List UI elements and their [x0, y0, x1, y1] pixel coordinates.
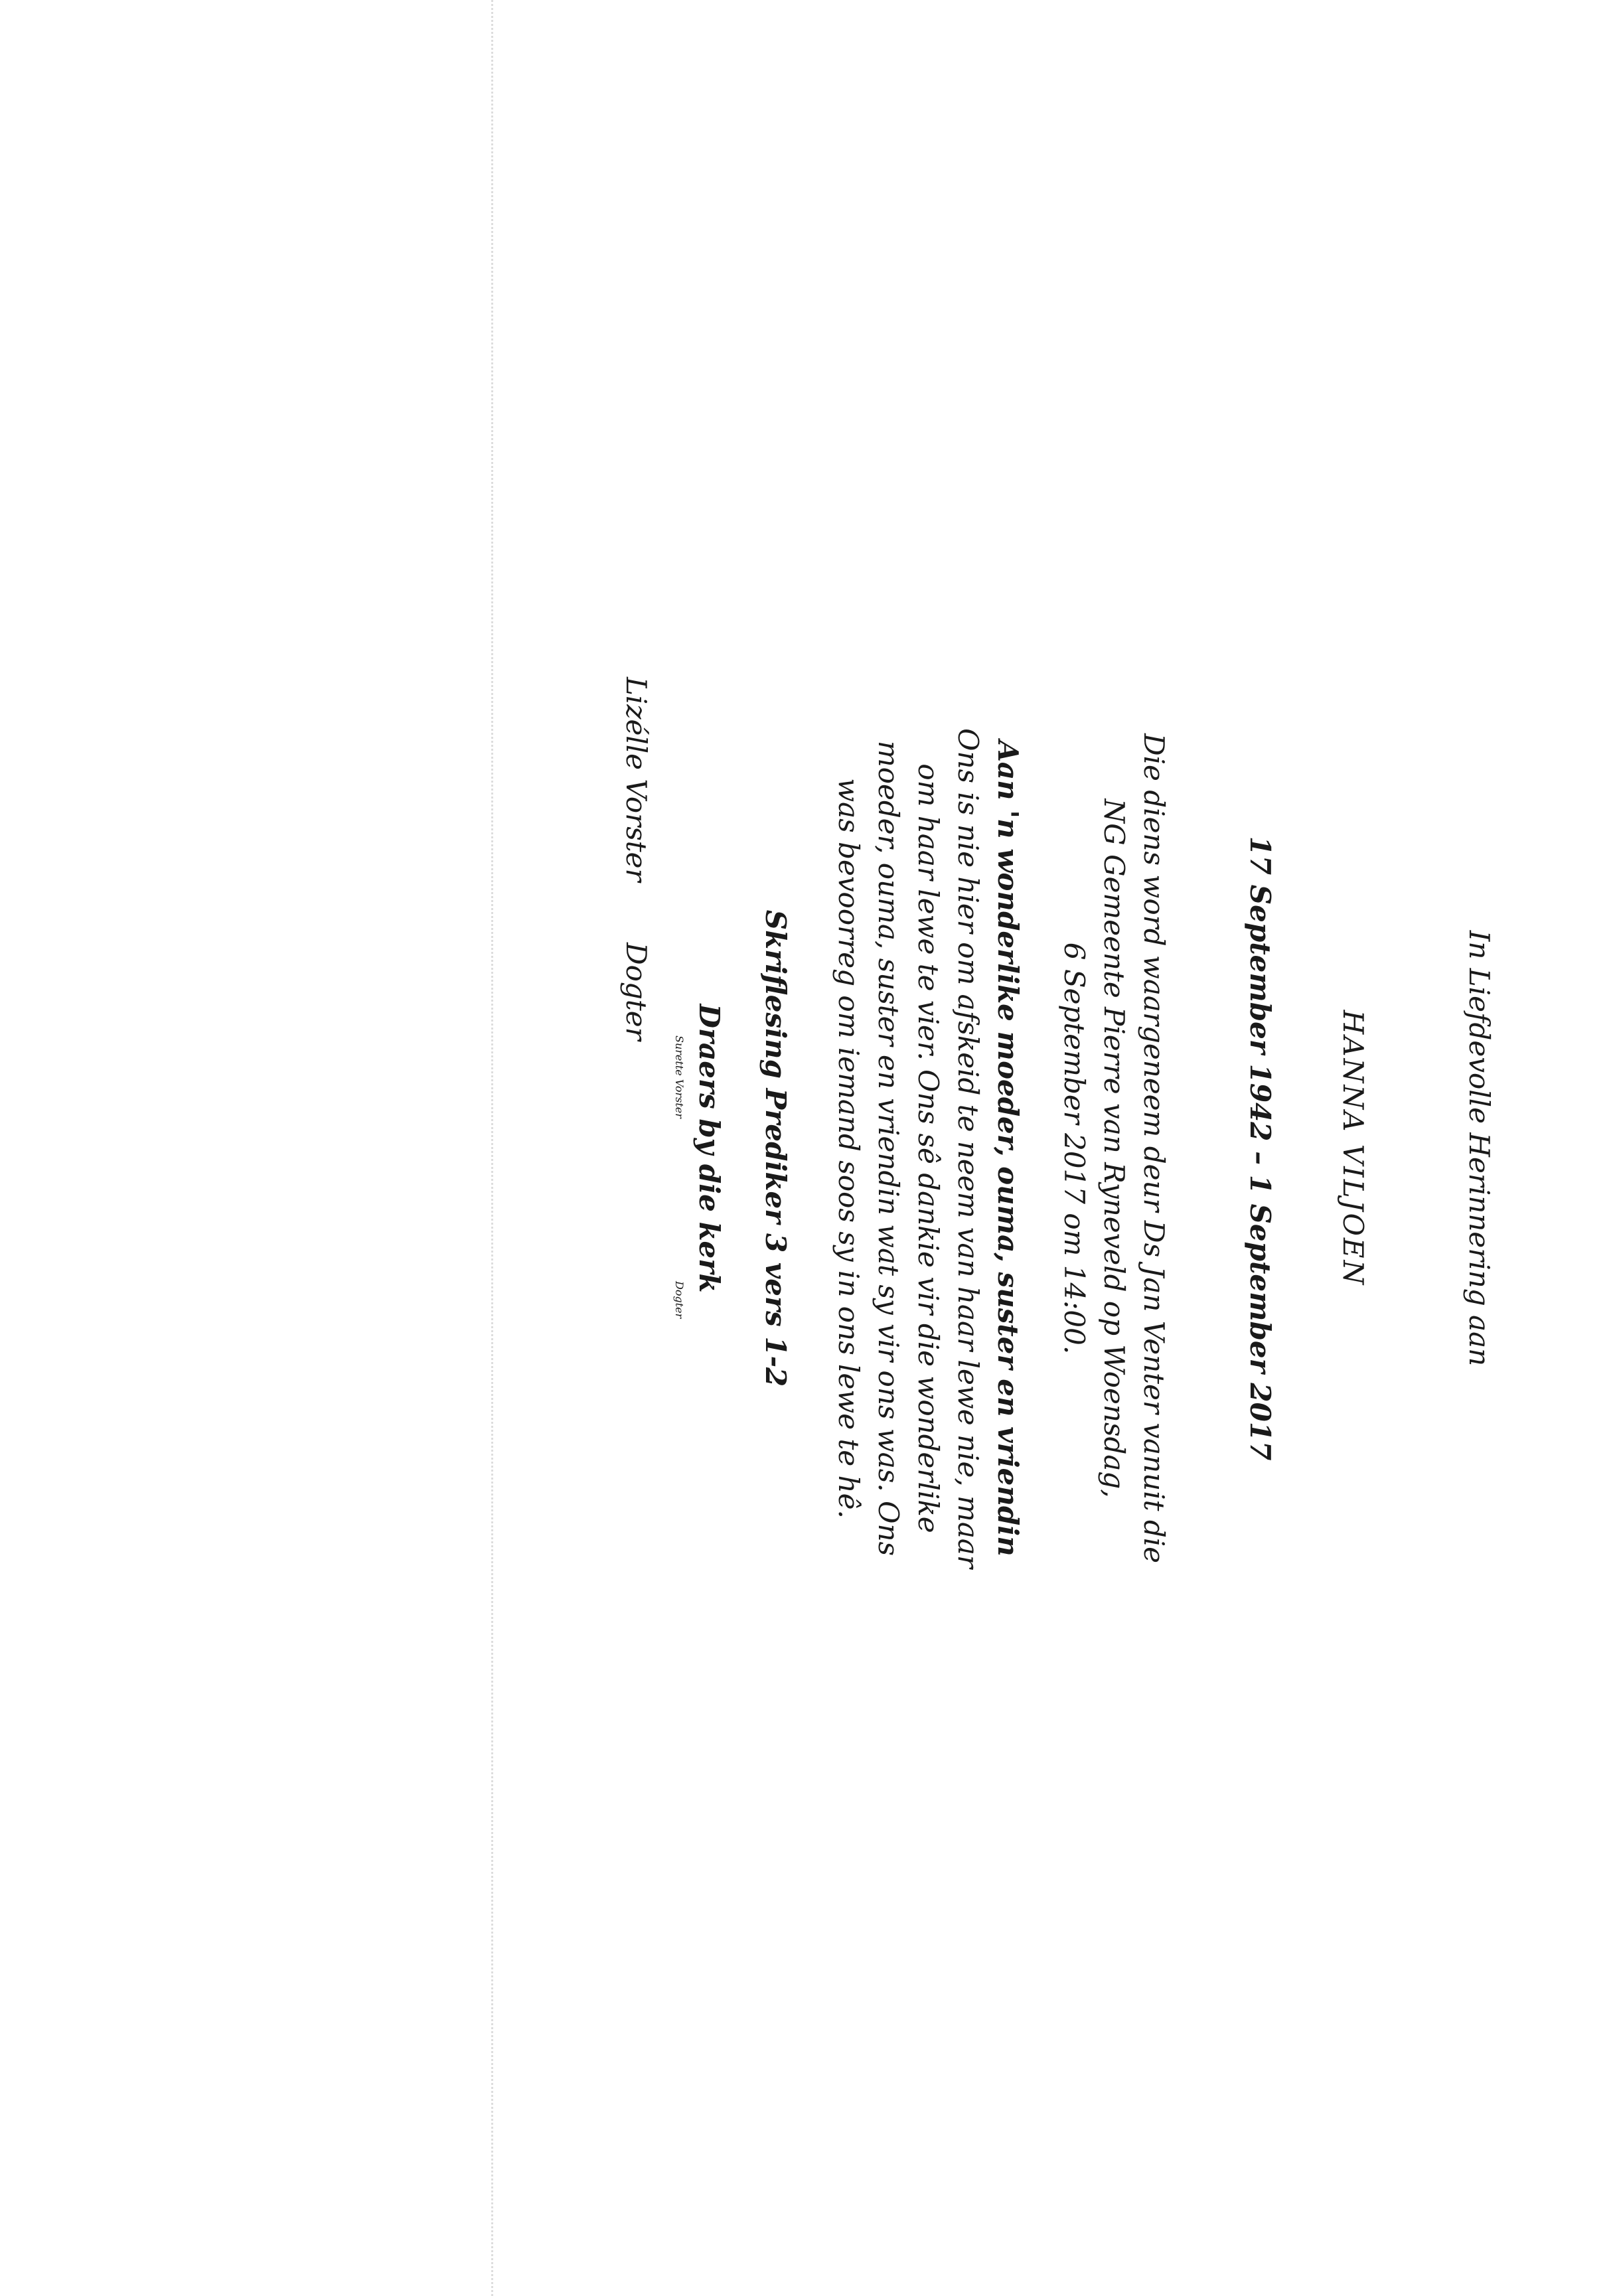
service-line-2: NG Gemeente Pierre van Ryneveld op Woensdag, — [1098, 799, 1130, 1498]
bearer-role: Dogter — [620, 943, 653, 1041]
tribute-line-2: om haar lewe te vier. Ons sê dankie vir die wonderlike — [912, 763, 945, 1533]
tribute-line-3: moeder, ouma, suster en vriendin wat sy vir ons was. Ons — [872, 740, 905, 1557]
life-dates: 17 September 1942 – 1 September 2017 — [1244, 836, 1276, 1461]
service-line-1: Die diens word waargeneem deur Ds Jan Venter vanuit die — [1138, 733, 1170, 1564]
right-page — [35, 199, 460, 2190]
bearer-role: Dogter — [673, 1281, 686, 1319]
tribute-title: Aan 'n wonderlike moeder, ouma, suster en vriendin — [992, 740, 1024, 1557]
bearers-title: Draers by die kerk — [693, 1004, 726, 1293]
service-line-3: 6 September 2017 om 14:00. — [1058, 942, 1091, 1355]
scripture-reading: Skriflesing Prediker 3 vers 1-2 — [759, 909, 792, 1387]
heading: In Liefdevolle Herinnering aan — [1463, 930, 1496, 1367]
tribute-line-4: was bevoorreg om iemand soos sy in ons lewe te hê. — [832, 778, 865, 1519]
deceased-name: HANNA VILJOEN — [1337, 1010, 1369, 1287]
bearer-name: Lizélle Vorster — [620, 677, 653, 882]
bearer-name: Surette Vorster — [673, 1035, 686, 1118]
tribute-line-1: Ons is nie hier om afskeid te neem van haar lewe nie, maar — [952, 728, 984, 1569]
